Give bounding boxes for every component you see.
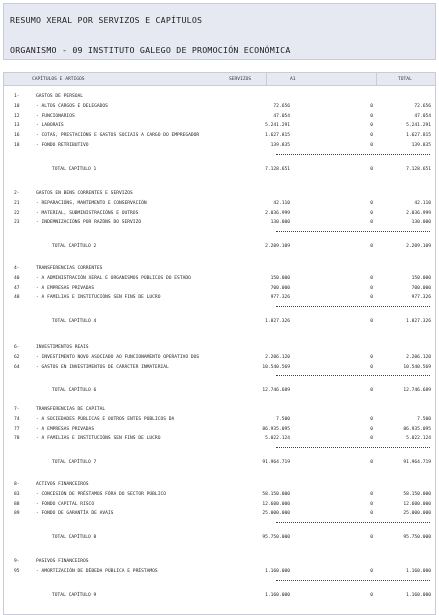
article-label: - A FAMILIAS E INSTITUCIÓNS SEN FINS DE LUCRO [36,295,161,301]
article-code: 21 [14,200,20,206]
article-row [4,276,435,284]
article-total-value: 25.000.000 [403,511,431,517]
col-services: SERVIZOS [229,77,252,82]
article-total-value: 47.054 [414,113,431,119]
article-label: - LABORAIS [36,123,64,129]
article-total-value: 10.540.569 [403,364,431,370]
article-other-value: 0 [370,354,373,360]
article-a1-value: 139.835 [270,143,290,148]
article-row [4,133,435,141]
article-total-value: 58.150.000 [403,491,431,497]
article-row [4,114,435,122]
article-label: - FUNCIONARIOS [36,113,75,119]
article-other-value: 0 [370,200,373,206]
article-total-value: 1.160.000 [406,568,431,574]
article-label: - CONCESIÓN DE PRÉSTAMOS FÓRA DO SECTOR PÚBLICO [36,491,166,497]
article-a1-value: 5.241.291 [265,123,290,129]
article-other-value: 0 [370,143,373,148]
chapter-total-other: 0 [370,535,373,541]
article-code: 23 [14,220,20,226]
article-total-value: 977.326 [411,295,431,301]
article-row [4,427,435,435]
chapter-total-row [4,319,435,327]
chapter-heading [4,266,435,274]
article-label: - A FAMILIAS E INSTITUCIÓNS SEN FINS DE LUCRO [36,436,161,442]
article-row [4,104,435,112]
chapter-total-other: 0 [370,319,373,325]
article-label: - AMORTIZACIÓN DE DÉBEDA PÚBLICA E PRÉSTAMOS [36,568,158,574]
article-total-value: 2.036.999 [406,210,431,216]
article-label: - MATERIAL, SUBMINISTRACIÓNS E OUTROS [36,210,139,216]
article-code: 12 [14,113,20,119]
article-other-value: 0 [370,511,373,517]
chapter-heading [4,482,435,490]
chapter-total-other: 0 [370,166,373,172]
chapter-total-other: 0 [370,460,373,466]
article-label: - INVESTIMENTO NOVO ASOCIADO AO FUNCIONAMENTO OPERATIVO DOS [36,354,200,360]
article-row [4,220,435,228]
organism-title: ORGANISMO - 09 INSTITUTO GALEGO DE PROMOCIÓN ECONÓMICA [10,45,291,55]
article-total-value: 72.656 [414,103,431,109]
article-total-value: 2.206.120 [406,354,431,360]
chapter-title: PASIVOS FINANCEIROS [36,559,89,564]
col-a1: A1 [290,77,296,82]
chapter-total-label: TOTAL CAPÍTULO 1 [52,166,97,172]
report-title: RESUMO XERAL POR SERVIZOS E CAPÍTULOS [10,15,203,25]
article-other-value: 0 [370,501,373,507]
article-label: - FONDO CAPITAL RISCO [36,501,95,507]
chapter-code: 9- [14,559,20,564]
article-code: 48 [14,295,20,301]
article-other-value: 0 [370,426,373,432]
chapter-code: 8- [14,482,20,487]
subtotal-separator [276,231,430,232]
chapter-total-other: 0 [370,388,373,394]
chapter-total-value: 7.128.651 [406,166,431,172]
article-code: 47 [14,285,20,291]
chapter-total-row [4,535,435,543]
article-total-value: 700.000 [411,285,431,291]
article-other-value: 0 [370,364,373,370]
chapter-heading [4,559,435,567]
subtotal-separator [276,306,430,307]
subtotal-separator [276,447,430,448]
article-total-value: 5.241.291 [406,123,431,129]
article-code: 18 [14,143,20,148]
col-total: TOTAL [398,77,412,82]
column-divider [376,73,377,85]
article-code: 22 [14,210,20,216]
article-row [4,123,435,131]
chapter-total-row [4,167,435,175]
chapter-code: 1- [14,94,20,99]
article-a1-value: 7.500 [276,416,290,422]
chapter-title: INVESTIMENTOS REAIS [36,345,89,350]
article-a1-value: 72.656 [273,103,290,109]
chapter-total-row [4,244,435,252]
article-total-value: 150.000 [411,275,431,281]
chapter-total-other: 0 [370,244,373,250]
article-other-value: 0 [370,275,373,281]
article-row [4,417,435,425]
article-a1-value: 12.600.000 [262,501,290,507]
article-other-value: 0 [370,123,373,129]
article-total-value: 139.835 [411,143,431,148]
article-code: 13 [14,123,20,129]
article-label: - A SOCIEDADES PÚBLICAS E OUTROS ENTES PÚBLICOS DA [36,416,175,422]
chapter-total-label: TOTAL CAPÍTULO 6 [52,388,97,394]
article-row [4,436,435,444]
article-row [4,286,435,294]
article-other-value: 0 [370,103,373,109]
article-row [4,511,435,519]
article-code: 89 [14,511,20,517]
article-other-value: 0 [370,220,373,226]
article-total-value: 42.110 [414,200,431,206]
article-label: - A EMPRESAS PRIVADAS [36,426,95,432]
article-other-value: 0 [370,210,373,216]
subtotal-separator [276,154,430,155]
article-a1-value: 1.160.000 [265,568,290,574]
chapter-heading [4,407,435,415]
article-a1-value: 42.110 [273,200,290,206]
article-row [4,295,435,303]
article-a1-value: 150.000 [270,275,290,281]
article-a1-value: 10.540.569 [262,364,290,370]
article-total-value: 5.022.124 [406,436,431,442]
summary-table [3,72,436,615]
article-total-value: 7.500 [417,416,431,422]
chapter-total-value: 91.964.719 [403,460,431,466]
subtotal-separator [276,375,430,376]
chapter-total-value: 95.750.000 [403,535,431,541]
article-total-value: 86.935.095 [403,426,431,432]
article-code: 40 [14,275,20,281]
col-chapters-articles: CAPÍTULOS E ARTIGOS [32,77,85,82]
article-code: 88 [14,501,20,507]
article-row [4,502,435,510]
article-row [4,143,435,151]
article-other-value: 0 [370,416,373,422]
article-row [4,492,435,500]
chapter-total-a1: 12.746.689 [262,388,290,394]
chapter-total-value: 1.160.000 [406,592,431,598]
article-other-value: 0 [370,285,373,291]
article-code: 10 [14,103,20,109]
chapter-total-other: 0 [370,592,373,598]
article-label: - INDEMNIZACIÓNS POR RAZÓNS DO SERVIZO [36,220,142,226]
article-code: 83 [14,491,20,497]
chapter-title: TRANSFERENCIAS CORRENTES [36,266,103,271]
article-a1-value: 977.326 [270,295,290,301]
article-a1-value: 47.054 [273,113,290,119]
subtotal-separator [276,522,430,523]
chapter-total-label: TOTAL CAPÍTULO 2 [52,244,97,250]
chapter-total-value: 12.746.689 [403,388,431,394]
article-other-value: 0 [370,436,373,442]
chapter-total-a1: 2.209.109 [265,244,290,250]
article-other-value: 0 [370,113,373,119]
chapter-title: GASTOS EN BENS CORRENTES E SERVIZOS [36,191,133,196]
article-total-value: 130.000 [411,220,431,226]
article-label: - COTAS, PRESTACIÓNS E GASTOS SOCIAIS A CARGO DO EMPREGADOR [36,133,200,139]
chapter-total-value: 1.827.326 [406,319,431,325]
article-code: 64 [14,364,20,370]
chapter-total-label: TOTAL CAPÍTULO 8 [52,535,97,541]
chapter-total-a1: 7.128.651 [265,166,290,172]
article-code: 74 [14,416,20,422]
chapter-title: ACTIVOS FINANCEIROS [36,482,89,487]
chapter-total-label: TOTAL CAPÍTULO 4 [52,319,97,325]
article-other-value: 0 [370,295,373,301]
chapter-code: 7- [14,407,20,412]
article-other-value: 0 [370,491,373,497]
chapter-heading [4,94,435,102]
article-row [4,569,435,577]
article-a1-value: 700.000 [270,285,290,291]
chapter-title: TRANSFERENCIAS DE CAPITAL [36,407,106,412]
chapter-heading [4,345,435,353]
article-a1-value: 25.000.000 [262,511,290,517]
article-label: - FONDO RETRIBUTIVO [36,143,89,148]
article-a1-value: 2.036.999 [265,210,290,216]
article-a1-value: 86.935.095 [262,426,290,432]
article-label: - REPARACIÓNS, MANTEMENTO E CONSERVACIÓN [36,200,147,206]
article-code: 16 [14,133,20,139]
article-label: - FONDO DE GARANTÍA DE AVAIS [36,511,114,517]
chapter-heading [4,191,435,199]
article-label: - A ADMINISTRACIÓN XERAL E ORGANISMOS PÚBLICOS DO ESTADO [36,275,191,281]
article-row [4,211,435,219]
article-a1-value: 1.627.815 [265,133,290,139]
article-row [4,355,435,363]
chapter-total-value: 2.209.109 [406,244,431,250]
chapter-total-a1: 91.964.719 [262,460,290,466]
article-row [4,201,435,209]
article-other-value: 0 [370,568,373,574]
article-code: 77 [14,426,20,432]
chapter-total-a1: 1.160.000 [265,592,290,598]
article-row [4,365,435,373]
article-a1-value: 130.000 [270,220,290,226]
chapter-title: GASTOS DE PERSOAL [36,94,84,99]
report-header [3,3,436,60]
chapter-code: 4- [14,266,20,271]
subtotal-separator [276,580,430,581]
article-label: - A EMPRESAS PRIVADAS [36,285,95,291]
article-a1-value: 5.022.124 [265,436,290,442]
article-label: - ALTOS CARGOS E DELEGADOS [36,103,108,109]
chapter-total-a1: 95.750.000 [262,535,290,541]
chapter-total-a1: 1.827.326 [265,319,290,325]
chapter-code: 6- [14,345,20,350]
article-total-value: 1.627.815 [406,133,431,139]
article-label: - GASTOS EN INVESTIMENTOS DE CARÁCTER INMATERIAL [36,364,169,370]
chapter-total-row [4,460,435,468]
article-total-value: 12.600.000 [403,501,431,507]
article-code: 78 [14,436,20,442]
article-code: 95 [14,568,20,574]
table-header [4,73,435,86]
column-divider [266,73,267,85]
article-other-value: 0 [370,133,373,139]
chapter-total-label: TOTAL CAPÍTULO 9 [52,592,97,598]
chapter-code: 2- [14,191,20,196]
chapter-total-row [4,388,435,396]
article-a1-value: 58.150.000 [262,491,290,497]
chapter-total-row [4,593,435,601]
article-a1-value: 2.206.120 [265,354,290,360]
chapter-total-label: TOTAL CAPÍTULO 7 [52,460,97,466]
article-code: 62 [14,354,20,360]
